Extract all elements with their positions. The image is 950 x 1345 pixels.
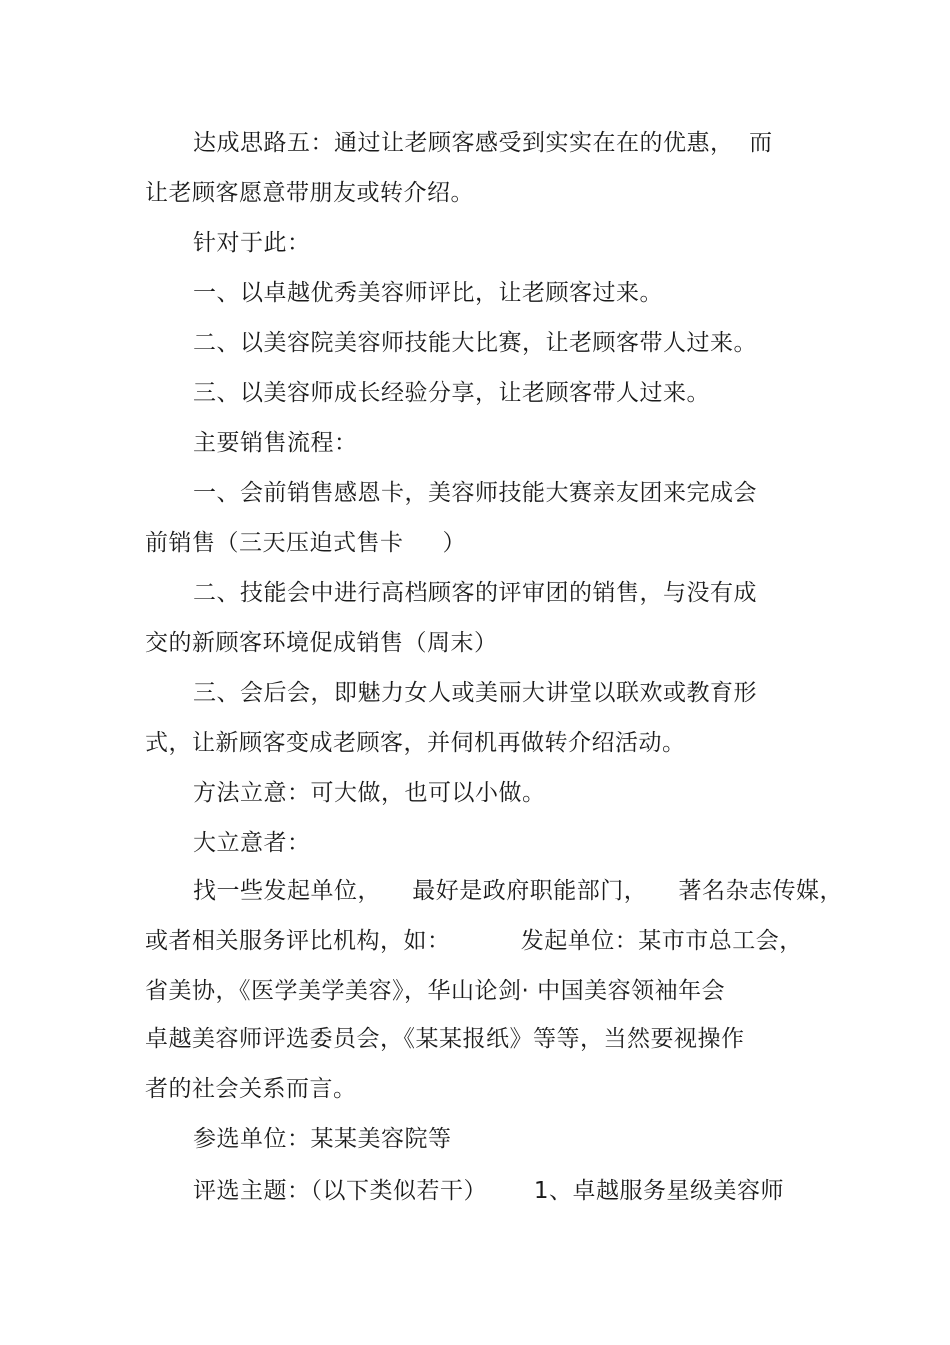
paragraph-line: 一、会前销售感恩卡，美容师技能大赛亲友团来完成会 — [193, 480, 757, 506]
paragraph-line: 三、会后会，即魅力女人或美丽大讲堂以联欢或教育形 — [193, 680, 757, 706]
paragraph-line: 省美协，《医学美学美容》，华山论剑· 中国美容领袖年会 — [145, 978, 726, 1004]
paragraph-line: 主要销售流程： — [193, 430, 358, 456]
paragraph-line: 二、技能会中进行高档顾客的评审团的销售，与没有成 — [193, 580, 757, 606]
paragraph-line: 评选主题：（以下类似若干） 1、卓越服务星级美容师 — [193, 1178, 784, 1204]
paragraph-line: 交的新顾客环境促成销售（周末） — [145, 630, 498, 656]
paragraph-line: 者的社会关系而言。 — [145, 1076, 357, 1102]
paragraph-line: 三、以美容师成长经验分享，让老顾客带人过来。 — [193, 380, 710, 406]
paragraph-line: 让老顾客愿意带朋友或转介绍。 — [145, 180, 474, 206]
paragraph-line: 前销售（三天压迫式售卡 ） — [145, 530, 467, 556]
paragraph-line: 针对于此： — [193, 230, 311, 256]
paragraph-line: 式，让新顾客变成老顾客，并伺机再做转介绍活动。 — [145, 730, 686, 756]
paragraph-line: 达成思路五：通过让老顾客感受到实实在在的优惠， 而 — [193, 130, 773, 156]
paragraph-line: 大立意者： — [193, 830, 311, 856]
paragraph-line: 卓越美容师评选委员会，《某某报纸》等等，当然要视操作 — [145, 1026, 745, 1052]
paragraph-line: 二、以美容院美容师技能大比赛，让老顾客带人过来。 — [193, 330, 757, 356]
paragraph-line: 方法立意：可大做，也可以小做。 — [193, 780, 546, 806]
paragraph-line: 一、以卓越优秀美容师评比，让老顾客过来。 — [193, 280, 663, 306]
paragraph-line: 或者相关服务评比机构，如： 发起单位：某市市总工会， — [145, 928, 803, 954]
paragraph-line: 参选单位：某某美容院等 — [193, 1126, 452, 1152]
paragraph-line: 找一些发起单位， 最好是政府职能部门， 著名杂志传媒， — [193, 878, 843, 904]
